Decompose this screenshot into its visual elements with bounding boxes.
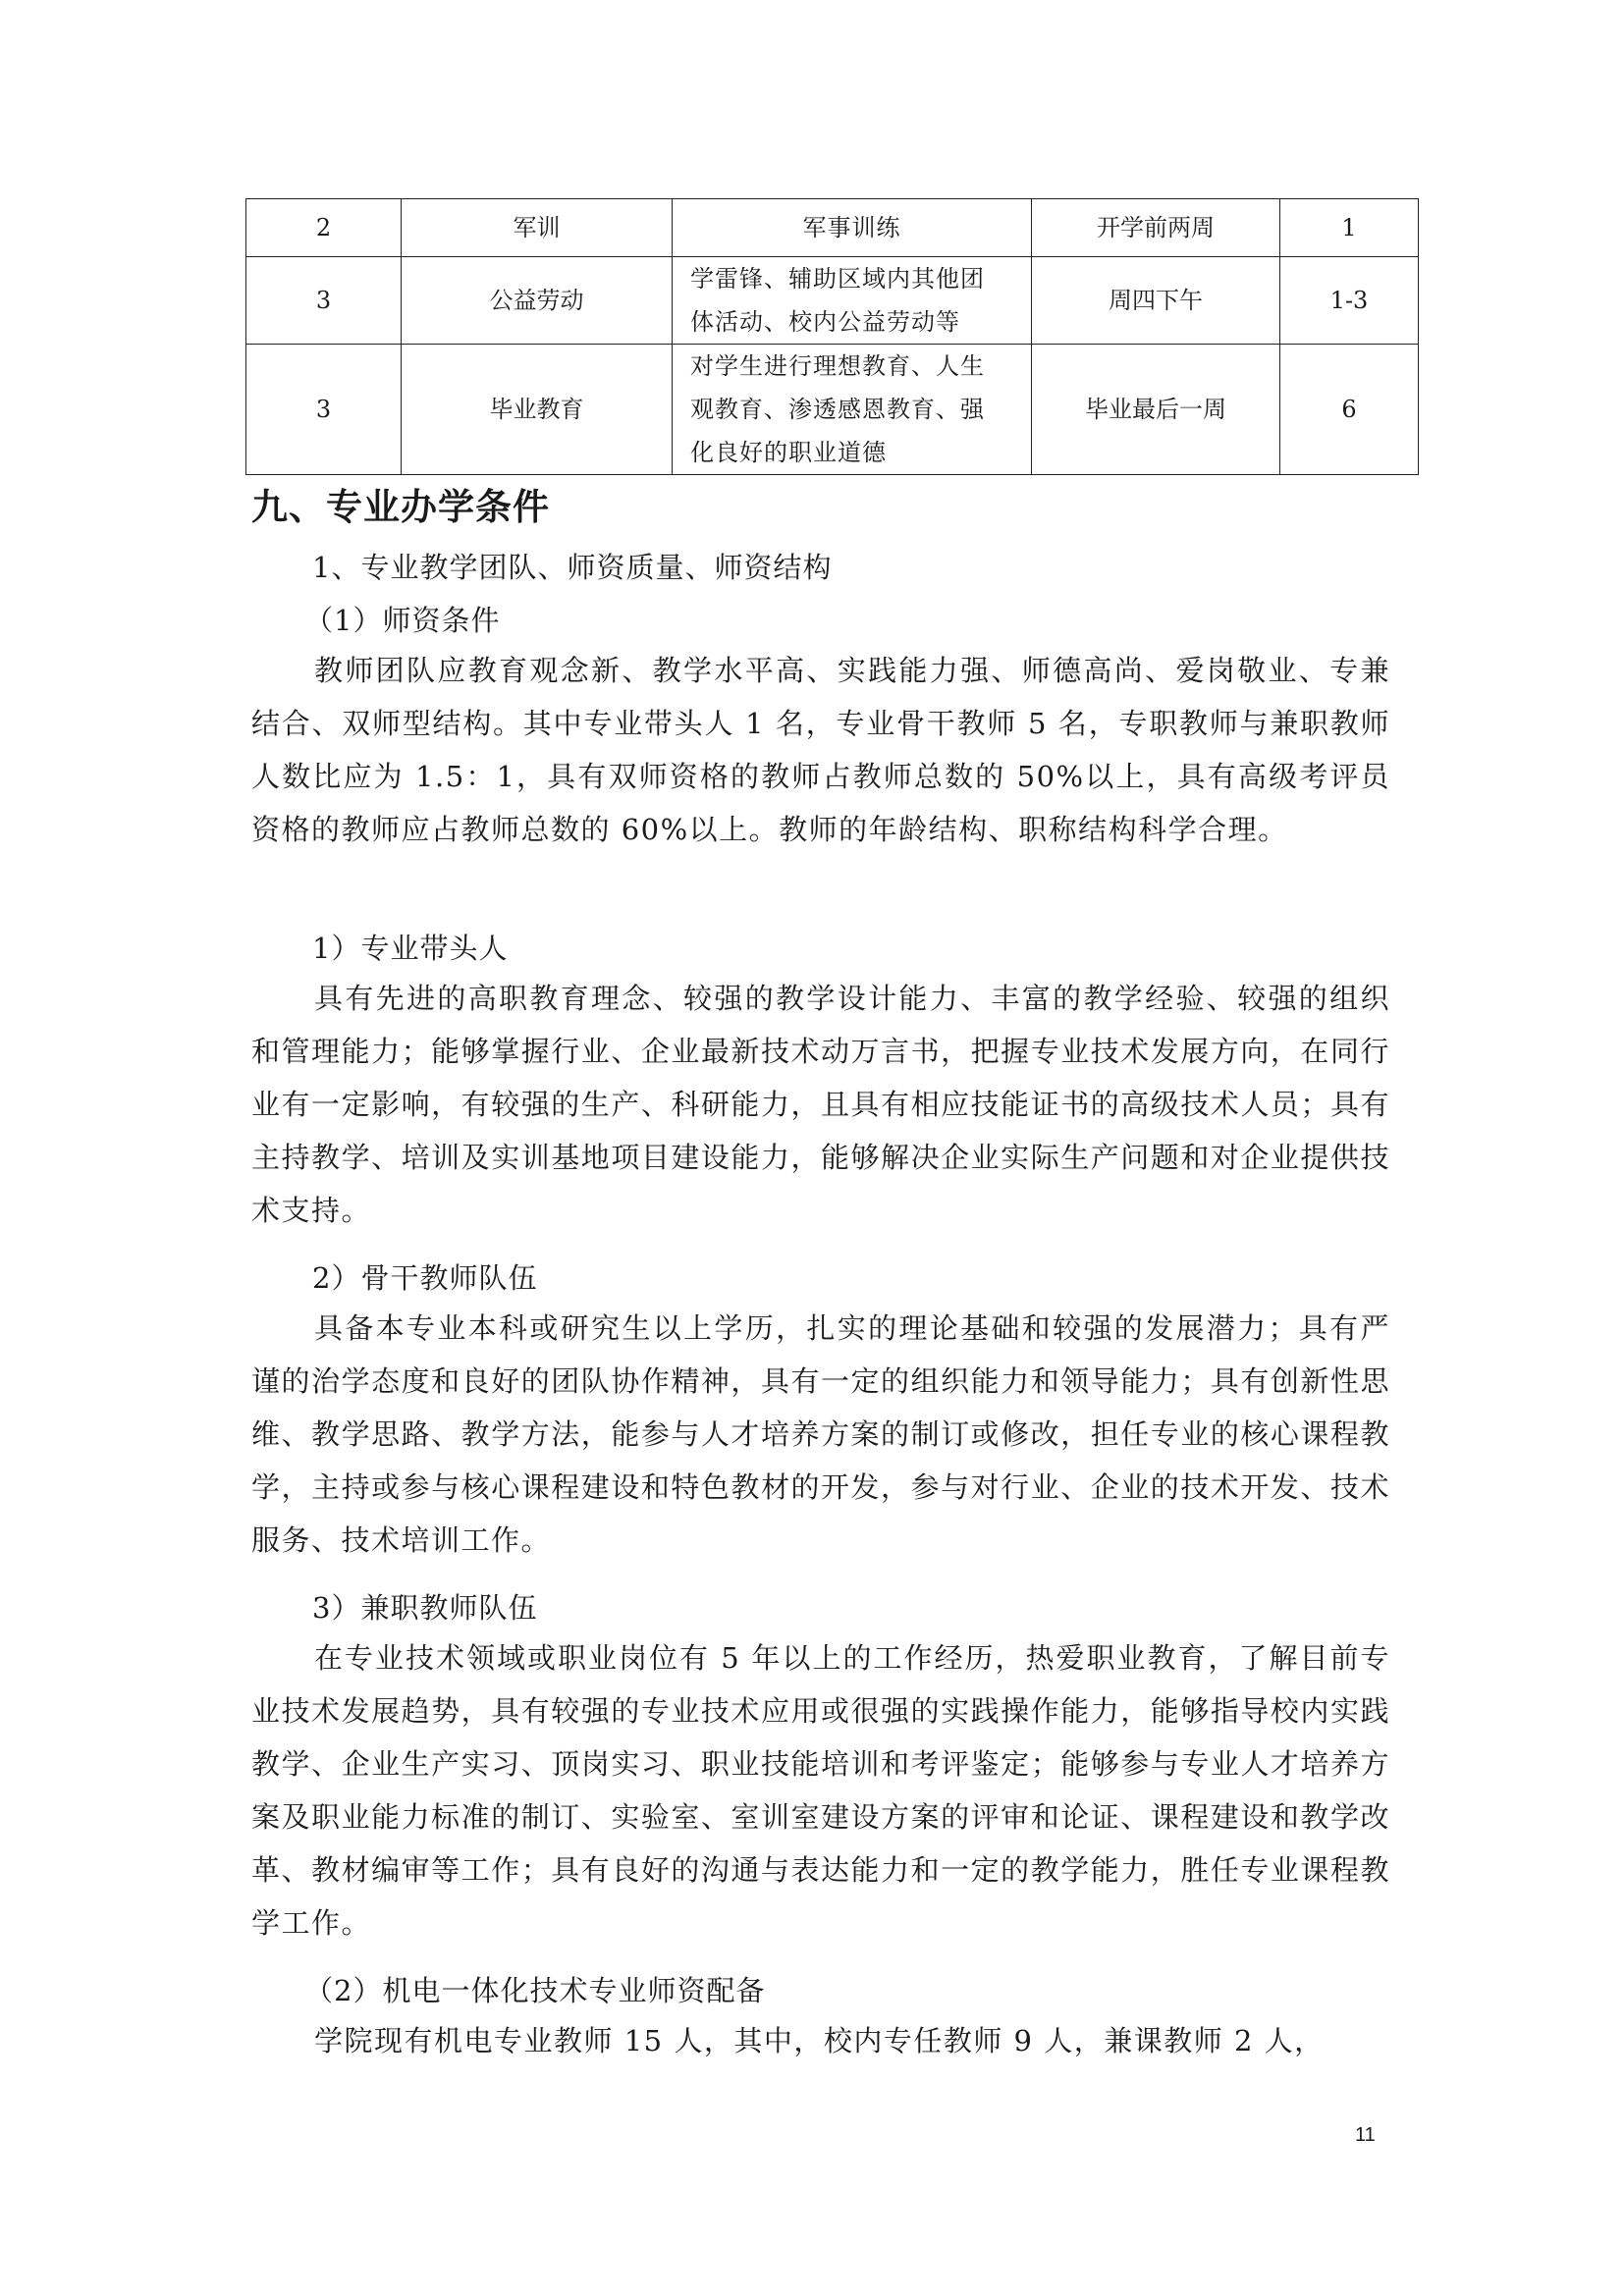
item-heading: 1）专业带头人 bbox=[312, 932, 509, 965]
section-heading: 九、专业办学条件 bbox=[251, 486, 550, 528]
subsection-heading: （2）机电一体化技术专业师资配备 bbox=[304, 1974, 766, 2007]
activity-term: 1-3 bbox=[1280, 257, 1419, 345]
activity-term: 1 bbox=[1280, 199, 1419, 257]
subsection-heading: 1、专业教学团队、师资质量、师资结构 bbox=[312, 551, 833, 584]
activity-name: 毕业教育 bbox=[402, 345, 673, 475]
paragraph: 具备本专业本科或研究生以上学历，扎实的理论基础和较强的发展潜力；具有严谨的治学态度和良好的团队协作精神，具有一定的组织能力和领导能力；具有创新性思维、教学思路、教学方法，能参与人才培养方案的制订或修改，担任专业的核心课程教学，主持或参与核心课程建设和特色教材的开发，参与对行业、企业的技术开发、技术服务、技术培训工作。 bbox=[251, 1311, 1390, 1557]
activity-time: 周四下午 bbox=[1032, 257, 1280, 345]
paragraph: 学院现有机电专业教师 15 人，其中，校内专任教师 9 人，兼课教师 2 人， bbox=[314, 2024, 1325, 2057]
table-row bbox=[246, 199, 1419, 257]
subsection-heading: （1）师资条件 bbox=[304, 604, 501, 637]
row-number: 3 bbox=[246, 345, 402, 475]
activity-name: 公益劳动 bbox=[402, 257, 673, 345]
activity-content: 对学生进行理想教育、人生 观教育、渗透感恩教育、强 化良好的职业道德 bbox=[673, 345, 1032, 475]
activity-content: 学雷锋、辅助区域内其他团 体活动、校内公益劳动等 bbox=[673, 257, 1032, 345]
activity-name: 军训 bbox=[402, 199, 673, 257]
activity-time: 开学前两周 bbox=[1032, 199, 1280, 257]
activity-term: 6 bbox=[1280, 345, 1419, 475]
row-number: 2 bbox=[246, 199, 402, 257]
item-heading: 2）骨干教师队伍 bbox=[312, 1261, 538, 1295]
table-row bbox=[246, 257, 1419, 345]
item-heading: 3）兼职教师队伍 bbox=[312, 1591, 538, 1625]
paragraph: 在专业技术领域或职业岗位有 5 年以上的工作经历，热爱职业教育，了解目前专业技术发展趋势，具有较强的专业技术应用或很强的实践操作能力，能够指导校内实践教学、企业生产实习、顶岗实习、职业技能培训和考评鉴定；能够参与专业人才培养方案及职业能力标准的制订、实验室、室训室建设方案的评审和论证、课程建设和教学改革、教材编审等工作；具有良好的沟通与表达能力和一定的教学能力，胜任专业课程教学工作。 bbox=[251, 1641, 1390, 1940]
page-number: 11 bbox=[1355, 2124, 1376, 2146]
paragraph: 教师团队应教育观念新、教学水平高、实践能力强、师德高尚、爱岗敬业、专兼结合、双师型结构。其中专业带头人 1 名，专业骨干教师 5 名，专职教师与兼职教师人数比应为 1.5：1，具有双师资格的教师占教师总数的 50%以上，具有高级考评员资格的教师应占教师总数的 60%以上。教师的年龄结构、职称结构科学合理。 bbox=[251, 654, 1390, 846]
activity-table bbox=[245, 198, 1419, 475]
paragraph: 具有先进的高职教育理念、较强的教学设计能力、丰富的教学经验、较强的组织和管理能力；能够掌握行业、企业最新技术动万言书，把握专业技术发展方向，在同行业有一定影响，有较强的生产、科研能力，且具有相应技能证书的高级技术人员；具有主持教学、培训及实训基地项目建设能力，能够解决企业实际生产问题和对企业提供技术支持。 bbox=[251, 982, 1390, 1227]
row-number: 3 bbox=[246, 257, 402, 345]
activity-time: 毕业最后一周 bbox=[1032, 345, 1280, 475]
activity-content: 军事训练 bbox=[673, 199, 1032, 257]
table-row bbox=[246, 345, 1419, 475]
